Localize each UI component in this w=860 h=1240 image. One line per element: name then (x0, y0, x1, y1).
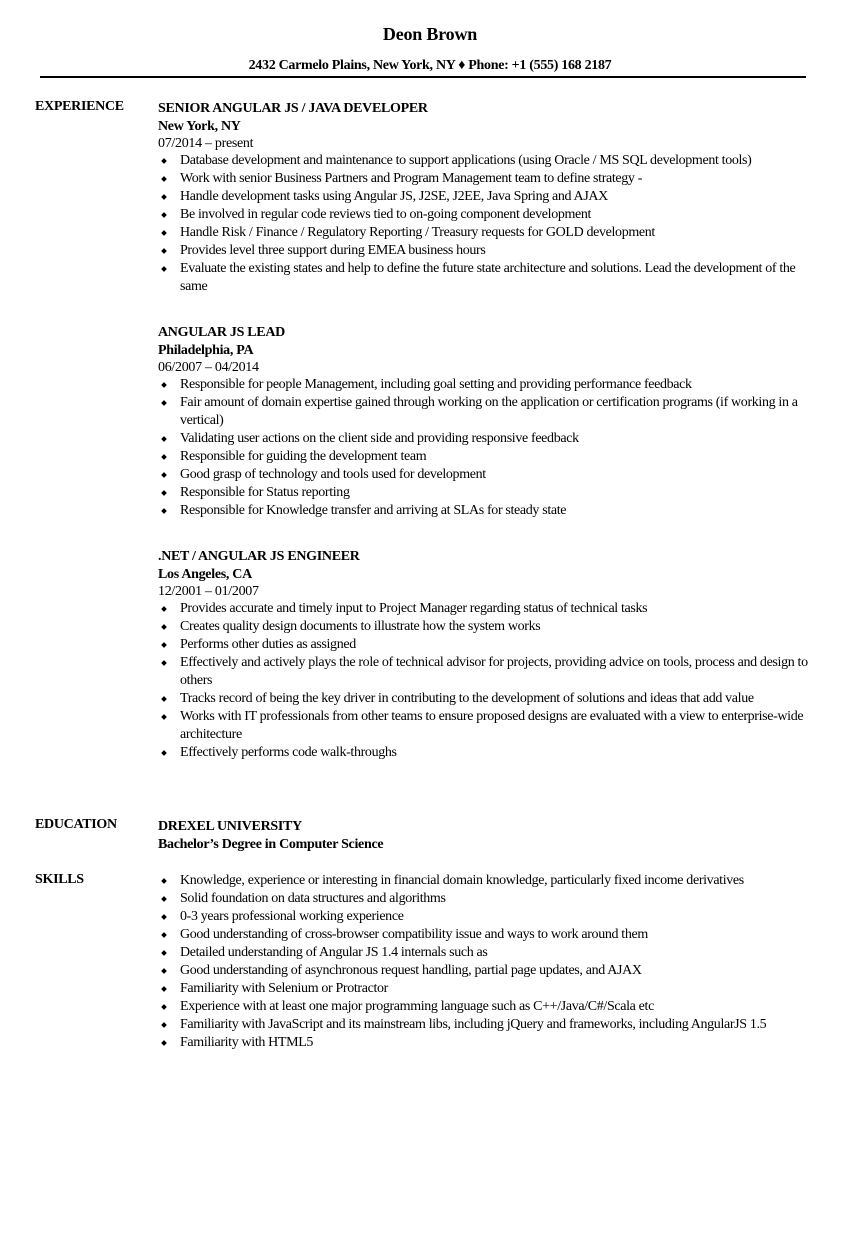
job-bullets (158, 152, 798, 296)
bullet-item (158, 890, 820, 908)
bullet-item (158, 170, 798, 188)
bullet-icon (161, 642, 167, 648)
bullet-icon (161, 624, 167, 630)
bullet-text: Be involved in regular code reviews tied to on-going component development (180, 207, 592, 222)
section-label-education: EDUCATION (35, 817, 117, 832)
job-title: .NET / ANGULAR JS ENGINEER (158, 549, 360, 564)
bullet-text: Works with IT professionals from other teams to ensure proposed designs are evaluated with a view to enterprise-wide architecture (180, 709, 804, 742)
bullet-text: Creates quality design documents to illustrate how the system works (180, 619, 541, 634)
bullet-text: Responsible for guiding the development team (180, 449, 427, 464)
bullet-item (158, 502, 810, 520)
bullet-icon (161, 914, 167, 920)
bullet-item (158, 376, 810, 394)
bullet-text: Experience with at least one major programming language such as C++/Java/C#/Scala etc (180, 999, 654, 1014)
bullet-item (158, 206, 798, 224)
bullet-icon (161, 248, 167, 254)
bullet-text: Handle Risk / Finance / Regulatory Reporting / Treasury requests for GOLD development (180, 225, 655, 240)
bullet-item (158, 636, 808, 654)
degree: Bachelor’s Degree in Computer Science (158, 837, 384, 852)
bullet-text: Solid foundation on data structures and algorithms (180, 891, 446, 906)
bullet-icon (161, 1022, 167, 1028)
bullet-item (158, 224, 798, 242)
bullet-icon (161, 454, 167, 460)
bullet-text: Effectively performs code walk-throughs (180, 745, 397, 760)
job-bullets (158, 376, 810, 520)
bullet-text: Work with senior Business Partners and Program Management team to define strategy - (180, 171, 643, 186)
bullet-text: Provides accurate and timely input to Project Manager regarding status of technical tasks (180, 601, 648, 616)
job-title: SENIOR ANGULAR JS / JAVA DEVELOPER (158, 101, 428, 116)
job-dates: 06/2007 – 04/2014 (158, 360, 259, 375)
bullet-icon (161, 158, 167, 164)
bullet-text: Responsible for people Management, including goal setting and providing performance feedback (180, 377, 692, 392)
bullet-text: Provides level three support during EMEA business hours (180, 243, 486, 258)
school-name: DREXEL UNIVERSITY (158, 819, 302, 834)
job-entry (158, 547, 818, 762)
bullet-icon (161, 660, 167, 666)
bullet-item (158, 448, 810, 466)
bullet-item (158, 872, 820, 890)
bullet-text: Fair amount of domain expertise gained through working on the application or certification programs (if working in a vertical) (180, 395, 798, 428)
bullet-text: Familiarity with Selenium or Protractor (180, 981, 388, 996)
bullet-icon (161, 932, 167, 938)
section-label-skills: SKILLS (35, 872, 84, 887)
bullet-icon (161, 696, 167, 702)
job-dates: 12/2001 – 01/2007 (158, 584, 259, 599)
bullet-icon (161, 508, 167, 514)
bullet-text: Good understanding of asynchronous request handling, partial page updates, and AJAX (180, 963, 642, 978)
bullet-icon (161, 986, 167, 992)
bullet-item (158, 430, 810, 448)
job-title: ANGULAR JS LEAD (158, 325, 285, 340)
bullet-icon (161, 230, 167, 236)
section-label-experience: EXPERIENCE (35, 99, 124, 114)
bullet-text: Familiarity with JavaScript and its mainstream libs, including jQuery and frameworks, including AngularJS 1.5 (180, 1017, 767, 1032)
bullet-item (158, 690, 808, 708)
bullet-text: Familiarity with HTML5 (180, 1035, 314, 1050)
bullet-text: Responsible for Knowledge transfer and arriving at SLAs for steady state (180, 503, 567, 518)
bullet-icon (161, 714, 167, 720)
bullet-text: Effectively and actively plays the role of technical advisor for projects, providing advice on tools, process and design to others (180, 655, 808, 688)
bullet-icon (161, 436, 167, 442)
bullet-text: Performs other duties as assigned (180, 637, 356, 652)
job-location: Los Angeles, CA (158, 567, 252, 582)
bullet-text: Evaluate the existing states and help to define the future state architecture and solutions. Lead the development of the same (180, 261, 796, 294)
bullet-icon (161, 472, 167, 478)
bullet-text: Validating user actions on the client side and providing responsive feedback (180, 431, 579, 446)
bullet-item (158, 944, 820, 962)
contact-line: 2432 Carmelo Plains, New York, NY ♦ Phone: +1 (555) 168 2187 (248, 58, 612, 73)
bullet-item (158, 980, 820, 998)
header-divider (40, 76, 806, 78)
bullet-item (158, 654, 808, 690)
bullet-item (158, 242, 798, 260)
bullet-item (158, 908, 820, 926)
bullet-icon (161, 194, 167, 200)
bullet-text: Good grasp of technology and tools used for development (180, 467, 486, 482)
bullet-item (158, 618, 808, 636)
bullet-icon (161, 968, 167, 974)
bullet-item (158, 926, 820, 944)
bullet-text: Tracks record of being the key driver in contributing to the development of solutions and ideas that add value (180, 691, 754, 706)
bullet-item (158, 962, 820, 980)
job-entry (158, 99, 818, 296)
bullet-icon (161, 606, 167, 612)
bullet-item (158, 466, 810, 484)
bullet-item (158, 394, 810, 430)
bullet-item (158, 260, 798, 296)
bullet-icon (161, 1040, 167, 1046)
bullet-text: Responsible for Status reporting (180, 485, 350, 500)
bullet-item (158, 1016, 820, 1034)
bullet-item (158, 744, 808, 762)
bullet-icon (161, 878, 167, 884)
bullet-text: 0-3 years professional working experience (180, 909, 404, 924)
bullet-icon (161, 382, 167, 388)
bullet-icon (161, 266, 167, 272)
bullet-icon (161, 490, 167, 496)
bullet-item (158, 152, 798, 170)
bullet-text: Handle development tasks using Angular JS, J2SE, J2EE, Java Spring and AJAX (180, 189, 608, 204)
skills-list (158, 872, 820, 1052)
candidate-name: Deon Brown (382, 24, 478, 44)
bullet-item (158, 708, 808, 744)
bullet-text: Detailed understanding of Angular JS 1.4 internals such as (180, 945, 488, 960)
bullet-icon (161, 896, 167, 902)
bullet-item (158, 484, 810, 502)
bullet-item (158, 188, 798, 206)
bullet-icon (161, 176, 167, 182)
bullet-icon (161, 750, 167, 756)
bullet-item (158, 998, 820, 1016)
bullet-item (158, 1034, 820, 1052)
bullet-text: Knowledge, experience or interesting in financial domain knowledge, particularly fixed income derivatives (180, 873, 744, 888)
bullet-text: Good understanding of cross-browser compatibility issue and ways to work around them (180, 927, 648, 942)
job-dates: 07/2014 – present (158, 136, 254, 151)
bullet-icon (161, 212, 167, 218)
job-entry (158, 323, 818, 520)
bullet-icon (161, 1004, 167, 1010)
bullet-icon (161, 400, 167, 406)
job-location: New York, NY (158, 119, 241, 134)
bullet-text: Database development and maintenance to support applications (using Oracle / MS SQL development tools) (180, 153, 752, 168)
bullet-icon (161, 950, 167, 956)
job-location: Philadelphia, PA (158, 343, 254, 358)
job-bullets (158, 600, 808, 762)
bullet-item (158, 600, 808, 618)
